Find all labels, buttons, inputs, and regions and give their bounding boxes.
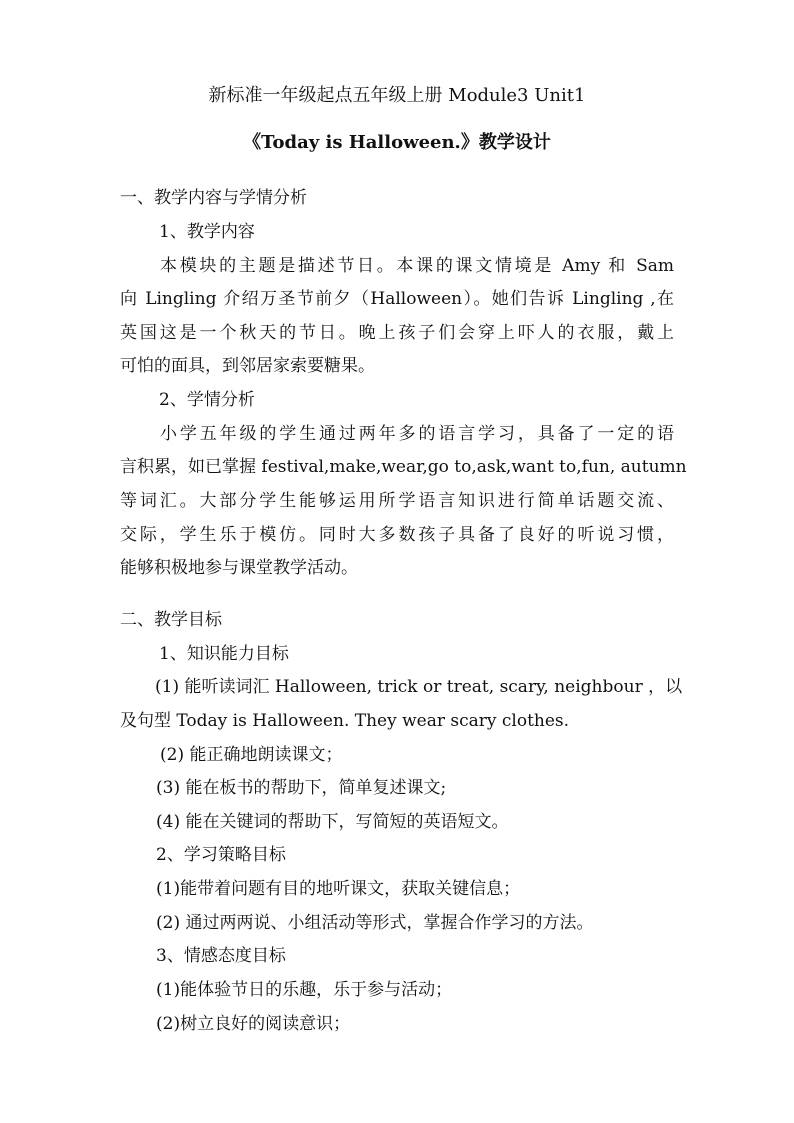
section-1-paragraph-2-line-3: 等词汇。大部分学生能够运用所学语言知识进行简单话题交流、 (120, 491, 674, 511)
section-1-paragraph-2-line-1: 小学五年级的学生通过两年多的语言学习，具备了一定的语 (160, 424, 674, 444)
section-2-subheading-2: 2、学习策略目标 (156, 845, 286, 865)
objective-1-item-1-line-1: (1) 能听读词汇 Halloween, trick or treat, scary, neighbour ，以 (155, 677, 683, 697)
objective-1-item-3: (3) 能在板书的帮助下，简单复述课文; (156, 778, 447, 798)
section-2-heading: 二、教学目标 (120, 610, 222, 630)
section-1-paragraph-1-line-4: 可怕的面具，到邻居家索要糖果。 (120, 356, 375, 376)
section-2-subheading-3: 3、情感态度目标 (156, 946, 286, 966)
objective-2-item-1: (1)能带着问题有目的地听课文，获取关键信息； (156, 879, 521, 899)
section-1-paragraph-1-line-1: 本模块的主题是描述节日。本课的课文情境是 Amy 和 Sam (160, 256, 674, 276)
section-2-subheading-1: 1、知识能力目标 (159, 644, 289, 664)
document-title-line-2: 《Today is Halloween.》教学设计 (243, 132, 551, 153)
section-1-paragraph-1-line-3: 英国这是一个秋天的节日。晚上孩子们会穿上吓人的衣服，戴上 (120, 323, 674, 343)
section-1-paragraph-2-line-2: 言积累，如已掌握 festival,make,wear,go to,ask,want to,fun, autumn (120, 457, 687, 477)
objective-2-item-2: (2) 通过两两说、小组活动等形式，掌握合作学习的方法。 (156, 913, 594, 933)
section-1-subheading-2: 2、学情分析 (159, 390, 255, 410)
section-1-paragraph-1-line-2: 向 Lingling 介绍万圣节前夕（Halloween）。她们告诉 Lingling ,在 (120, 289, 674, 309)
objective-1-item-2: (2) 能正确地朗读课文； (160, 745, 343, 765)
document-title-line-1: 新标准一年级起点五年级上册 Module3 Unit1 (208, 85, 586, 106)
objective-3-item-2: (2)树立良好的阅读意识； (156, 1014, 351, 1034)
section-1-paragraph-2-line-5: 能够积极地参与课堂教学活动。 (120, 558, 358, 578)
section-1-paragraph-2-line-4: 交际，学生乐于模仿。同时大多数孩子具备了良好的听说习惯， (120, 525, 674, 545)
section-1-subheading-1: 1、教学内容 (159, 222, 255, 242)
objective-3-item-1: (1)能体验节日的乐趣，乐于参与活动； (156, 980, 453, 1000)
section-1-heading: 一、教学内容与学情分析 (120, 188, 307, 208)
objective-1-item-1-line-2: 及句型 Today is Halloween. They wear scary clothes. (120, 711, 570, 731)
objective-1-item-4: (4) 能在关键词的帮助下，写简短的英语短文。 (156, 812, 509, 832)
